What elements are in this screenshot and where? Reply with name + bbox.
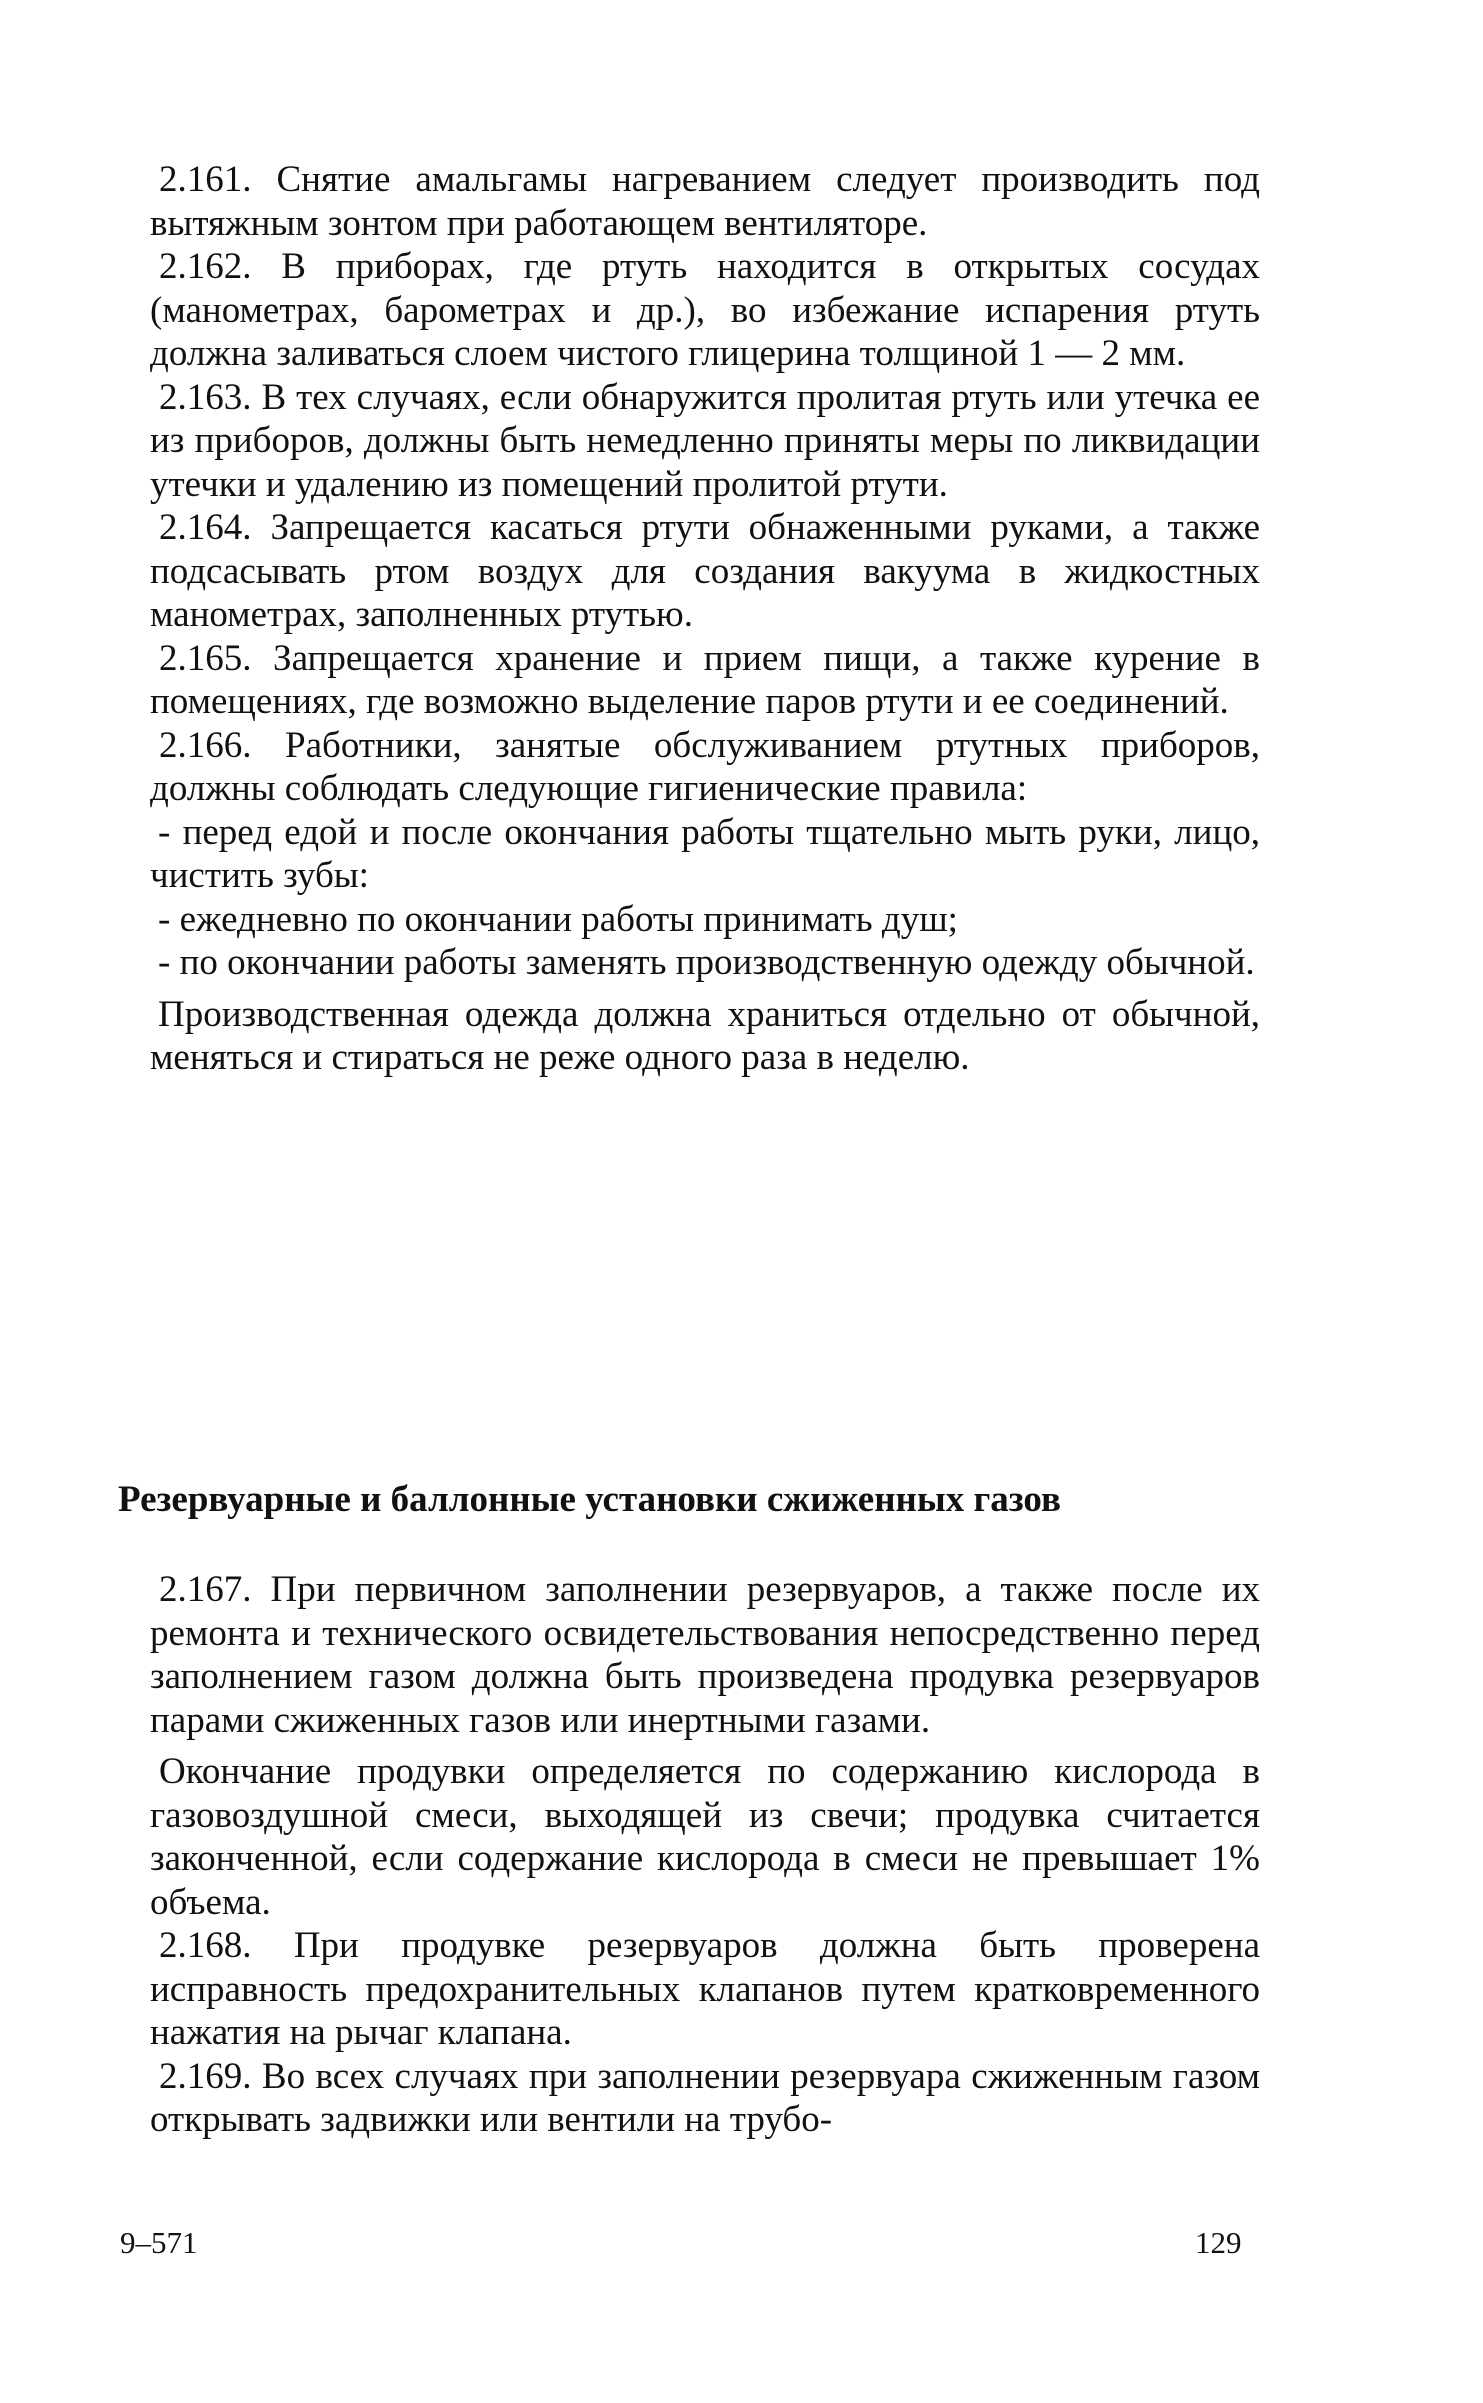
list-item-change-clothes: - по окончании работы заменять производственную одежду обычной. (158, 942, 1255, 983)
paragraph-work-clothes: Производственная одежда должна храниться отдельно от обычной, меняться и стираться не реже одного раза в неделю. (150, 993, 1260, 1078)
paragraph-2-161: 2.161. Снятие амальгамы нагреванием следует производить под вытяжным зонтом при работающем вентиляторе. (150, 159, 1260, 244)
paragraph-2-166: 2.166. Работники, занятые обслуживанием ртутных приборов, должны соблюдать следующие гигиенические правила: (150, 724, 1260, 809)
body-text-bottom (150, 1568, 1260, 2142)
paragraph-purge-end: Окончание продувки определяется по содержанию кислорода в газовоздушной смеси, выходящей из свечи; продувка считается законченной, если содержание кислорода в смеси не превышает 1% объема. (150, 1751, 1260, 1923)
signature-mark: 9–571 (120, 2225, 198, 2260)
paragraph-2-165: 2.165. Запрещается хранение и прием пищи, а также курение в помещениях, где возможно выделение паров ртути и ее соединений. (150, 637, 1260, 722)
paragraph-2-167: 2.167. При первичном заполнении резервуаров, а также после их ремонта и технического освидетельствования непосредственно перед заполнением газом должна быть произведена продувка резервуаров парами сжиженных газов или инертными газами. (150, 1569, 1260, 1741)
paragraph-2-164: 2.164. Запрещается касаться ртути обнаженными руками, а также подсасывать ртом воздух для создания вакуума в жидкостных манометрах, заполненных ртутью. (150, 507, 1260, 635)
body-text-top (150, 158, 1260, 1080)
paragraph-2-163: 2.163. В тех случаях, если обнаружится пролитая ртуть или утечка ее из приборов, должны быть немедленно приняты меры по ликвидации утечки и удалению из помещений пролитой ртути. (150, 376, 1260, 505)
page-number: 129 (1195, 2225, 1242, 2260)
section-heading: Резервуарные и баллонные установки сжиженных газов (118, 1479, 1061, 1520)
paragraph-2-168: 2.168. При продувке резервуаров должна быть проверена исправность предохранительных клапанов путем кратковременного нажатия на рычаг клапана. (150, 1925, 1260, 2053)
list-item-wash-hands: - перед едой и после окончания работы тщательно мыть руки, лицо, чистить зубы: (150, 811, 1260, 896)
list-item-shower: - ежедневно по окончании работы принимать душ; (158, 898, 958, 940)
paragraph-2-162: 2.162. В приборах, где ртуть находится в открытых сосудах (манометрах, барометрах и др.), во избежание испарения ртуть должна заливаться слоем чистого глицерина толщиной 1 — 2 мм. (150, 246, 1260, 374)
paragraph-2-169: 2.169. Во всех случаях при заполнении резервуара сжиженным газом открывать задвижки или вентили на трубо- (150, 2055, 1260, 2140)
